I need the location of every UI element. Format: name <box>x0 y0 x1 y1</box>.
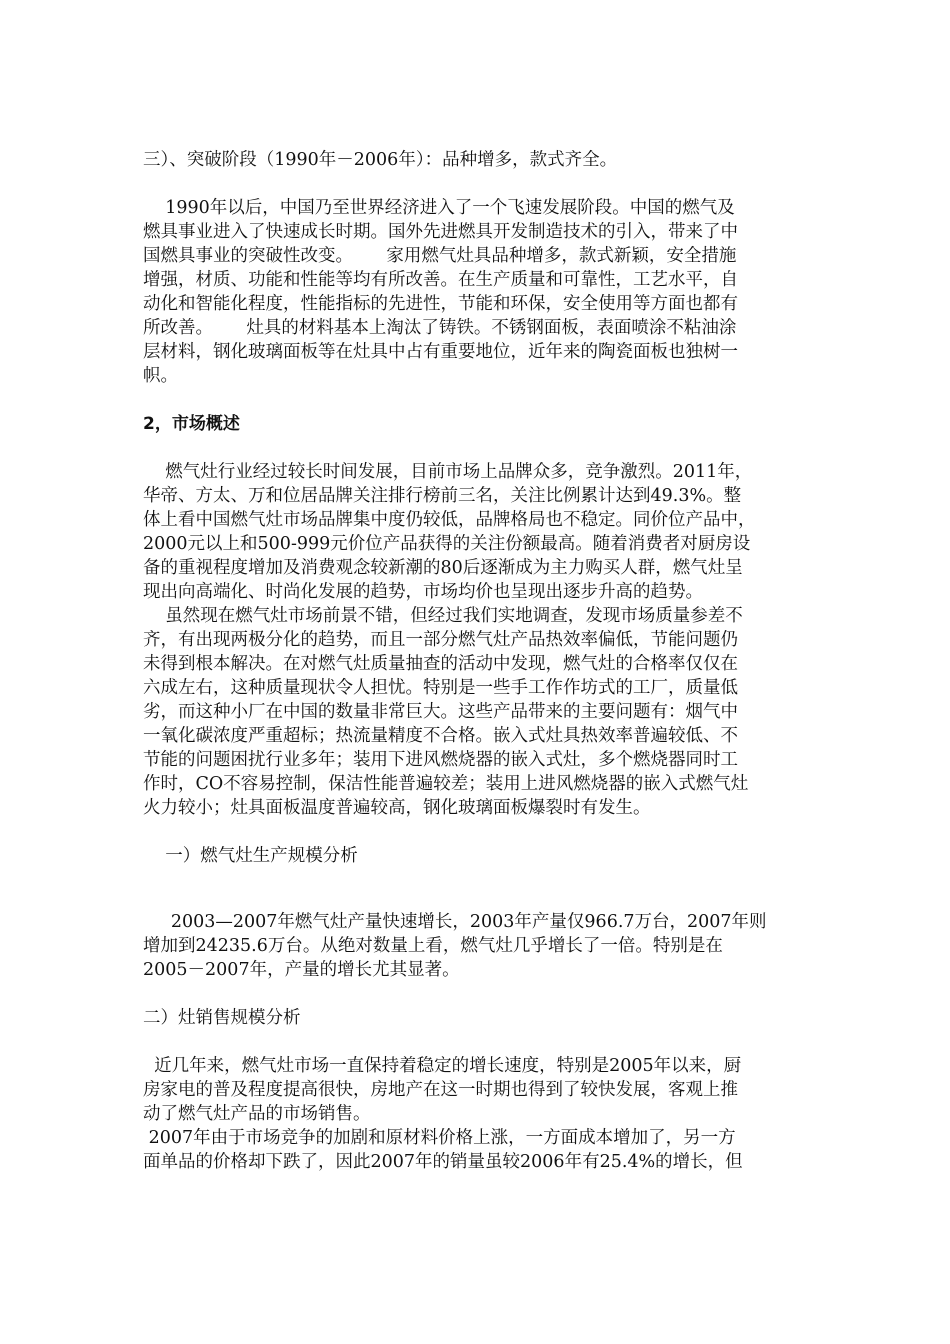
text-line: 所改善。 灶具的材料基本上淘汰了铸铁。不锈钢面板，表面喷涂不粘油涂 <box>143 318 737 338</box>
subsection-title-sales: 二）灶销售规模分析 <box>143 1008 301 1028</box>
text-line: 增加到24235.6万台。从绝对数量上看，燃气灶几乎增长了一倍。特别是在 <box>143 936 723 956</box>
text-line: 火力较小；灶具面板温度普遍较高，钢化玻璃面板爆裂时有发生。 <box>143 798 651 818</box>
text-line: 1990年以后，中国乃至世界经济进入了一个飞速发展阶段。中国的燃气及 <box>143 198 735 218</box>
text-line: 备的重视程度增加及消费观念较新潮的80后逐渐成为主力购买人群，燃气灶呈 <box>143 558 743 578</box>
text-line: 一氧化碳浓度严重超标；热流量精度不合格。嵌入式灶具热效率普遍较低、不 <box>143 726 738 746</box>
text-line: 现出向高端化、时尚化发展的趋势，市场均价也呈现出逐步升高的趋势。 <box>143 582 703 602</box>
document-page <box>143 148 815 1174</box>
text-line: 近几年来，燃气灶市场一直保持着稳定的增长速度，特别是2005年以来，厨 <box>143 1056 742 1076</box>
text-line: 增强，材质、功能和性能等均有所改善。在生产质量和可靠性，工艺水平，自 <box>143 270 738 290</box>
text-line: 国燃具事业的突破性改变。 家用燃气灶具品种增多，款式新颖，安全措施 <box>143 246 737 266</box>
text-line: 2000元以上和500-999元价位产品获得的关注份额最高。随着消费者对厨房设 <box>143 534 751 554</box>
text-line: 齐，有出现两极分化的趋势，而且一部分燃气灶产品热效率偏低，节能问题仍 <box>143 630 738 650</box>
text-line: 虽然现在燃气灶市场前景不错，但经过我们实地调查，发现市场质量参差不 <box>143 606 743 626</box>
paragraph-sales <box>143 1054 815 1174</box>
section-title-market: 2，市场概述 <box>143 414 240 434</box>
text-line: 房家电的普及程度提高很快，房地产在这一时期也得到了较快发展，客观上推 <box>143 1080 738 1100</box>
text-line: 劣，而这种小厂在中国的数量非常巨大。这些产品带来的主要问题有：烟气中 <box>143 702 738 722</box>
section-title-breakthrough: 三）、突破阶段（1990年－2006年）：品种增多，款式齐全。 <box>143 150 618 170</box>
subsection-title-production: 一）燃气灶生产规模分析 <box>143 846 358 866</box>
text-line: 作时，CO不容易控制，保洁性能普遍较差；装用上进风燃烧器的嵌入式燃气灶 <box>143 774 749 794</box>
text-line: 层材料，钢化玻璃面板等在灶具中占有重要地位，近年来的陶瓷面板也独树一 <box>143 342 738 362</box>
text-line: 未得到根本解决。在对燃气灶质量抽查的活动中发现，燃气灶的合格率仅仅在 <box>143 654 738 674</box>
text-line: 帜。 <box>143 366 178 386</box>
text-line: 2005－2007年，产量的增长尤其显著。 <box>143 960 460 980</box>
paragraph-market-quality <box>143 604 815 820</box>
text-line: 节能的问题困扰行业多年；装用下进风燃烧器的嵌入式灶，多个燃烧器同时工 <box>143 750 738 770</box>
text-line: 体上看中国燃气灶市场品牌集中度仍较低，品牌格局也不稳定。同价位产品中， <box>143 510 756 530</box>
text-line: 2003—2007年燃气灶产量快速增长，2003年产量仅966.7万台，2007年则 <box>143 912 767 932</box>
paragraph-breakthrough <box>143 196 815 388</box>
text-line: 面单品的价格却下跌了，因此2007年的销量虽较2006年有25.4%的增长，但 <box>143 1152 743 1172</box>
paragraph-production <box>143 910 815 982</box>
text-line: 燃具事业进入了快速成长时期。国外先进燃具开发制造技术的引入，带来了中 <box>143 222 738 242</box>
text-line: 2007年由于市场竞争的加剧和原材料价格上涨，一方面成本增加了，另一方 <box>143 1128 736 1148</box>
text-line: 动了燃气灶产品的市场销售。 <box>143 1104 371 1124</box>
text-line: 动化和智能化程度，性能指标的先进性，节能和环保，安全使用等方面也都有 <box>143 294 738 314</box>
text-line: 六成左右，这种质量现状令人担忧。特别是一些手工作作坊式的工厂，质量低 <box>143 678 738 698</box>
text-line: 燃气灶行业经过较长时间发展，目前市场上品牌众多，竞争激烈。2011年， <box>143 462 753 482</box>
text-line: 华帝、方太、万和位居品牌关注排行榜前三名，关注比例累计达到49.3%。整 <box>143 486 742 506</box>
paragraph-market-overview <box>143 460 815 604</box>
